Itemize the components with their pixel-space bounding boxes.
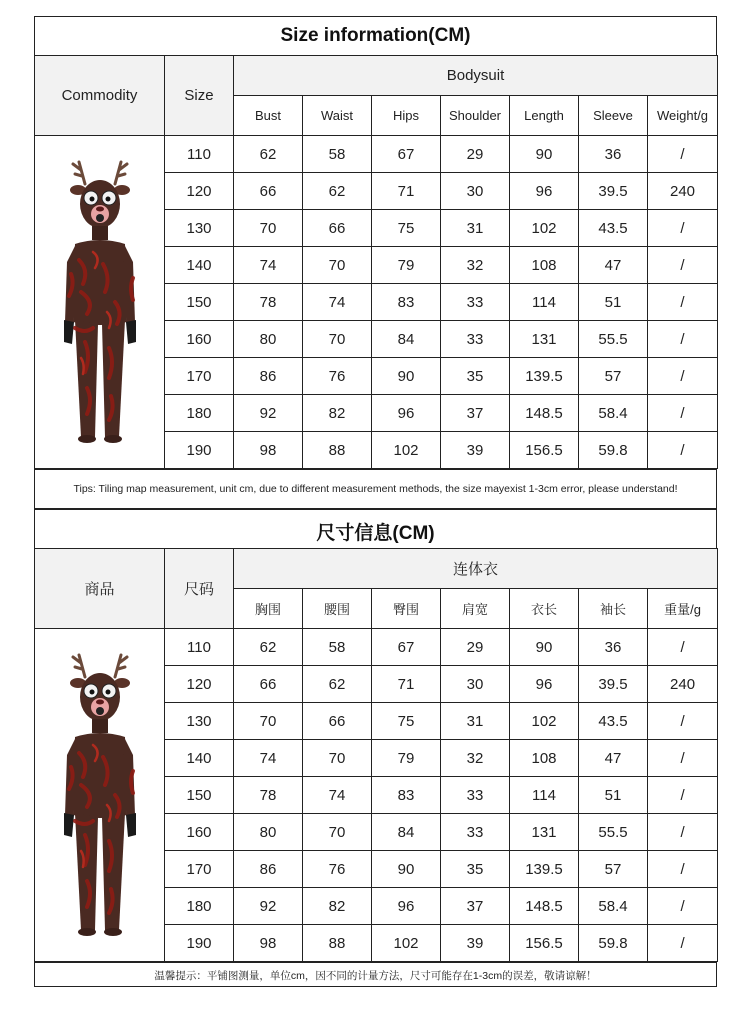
size-cell: 140: [165, 247, 234, 284]
measure-cell: 98: [234, 925, 303, 962]
measure-cell: 139.5: [510, 358, 579, 395]
size-cell: 180: [165, 888, 234, 925]
product-image-cell: [35, 136, 165, 469]
measure-cell: /: [648, 358, 718, 395]
size-cell: 160: [165, 321, 234, 358]
subheader-col: 肩宽: [441, 589, 510, 629]
measure-cell: 59.8: [579, 925, 648, 962]
measure-cell: 29: [441, 629, 510, 666]
size-cell: 190: [165, 432, 234, 469]
measure-cell: 78: [234, 284, 303, 321]
measure-cell: 67: [372, 136, 441, 173]
measure-cell: 96: [372, 888, 441, 925]
header-commodity: 商品: [35, 549, 165, 629]
size-table-en: [34, 55, 717, 469]
measure-cell: 78: [234, 777, 303, 814]
measure-cell: 83: [372, 777, 441, 814]
measure-cell: 75: [372, 703, 441, 740]
size-cell: 130: [165, 210, 234, 247]
measure-cell: 33: [441, 284, 510, 321]
size-cell: 180: [165, 395, 234, 432]
measure-cell: /: [648, 395, 718, 432]
header-size: 尺码: [165, 549, 234, 629]
size-cell: 120: [165, 666, 234, 703]
measure-cell: 139.5: [510, 851, 579, 888]
measure-cell: 74: [303, 777, 372, 814]
measure-cell: 37: [441, 888, 510, 925]
measure-cell: 47: [579, 740, 648, 777]
header-commodity: Commodity: [35, 56, 165, 136]
measure-cell: 70: [234, 210, 303, 247]
measure-cell: 80: [234, 814, 303, 851]
measure-cell: 79: [372, 247, 441, 284]
measure-cell: 35: [441, 358, 510, 395]
subheader-col: Shoulder: [441, 96, 510, 136]
product-image-cell: [35, 629, 165, 962]
subheader-col: 臀围: [372, 589, 441, 629]
measure-cell: 156.5: [510, 925, 579, 962]
measure-cell: 240: [648, 173, 718, 210]
measure-cell: 70: [234, 703, 303, 740]
measure-cell: 92: [234, 395, 303, 432]
measure-cell: 36: [579, 629, 648, 666]
measure-cell: 70: [303, 321, 372, 358]
measure-cell: 36: [579, 136, 648, 173]
measure-cell: 32: [441, 247, 510, 284]
measure-cell: /: [648, 629, 718, 666]
size-cell: 140: [165, 740, 234, 777]
measure-cell: /: [648, 925, 718, 962]
size-cell: 110: [165, 136, 234, 173]
subheader-col: Waist: [303, 96, 372, 136]
measure-cell: 240: [648, 666, 718, 703]
measure-cell: /: [648, 740, 718, 777]
measure-cell: 51: [579, 284, 648, 321]
size-cell: 150: [165, 777, 234, 814]
measure-cell: 55.5: [579, 814, 648, 851]
measure-cell: 70: [303, 740, 372, 777]
measure-cell: /: [648, 814, 718, 851]
measure-cell: 66: [303, 210, 372, 247]
measure-cell: /: [648, 321, 718, 358]
measure-cell: /: [648, 703, 718, 740]
measure-cell: 33: [441, 777, 510, 814]
measure-cell: /: [648, 432, 718, 469]
measure-cell: 47: [579, 247, 648, 284]
size-cell: 170: [165, 851, 234, 888]
size-table-zh: [34, 548, 717, 962]
measure-cell: 57: [579, 358, 648, 395]
measure-cell: 82: [303, 888, 372, 925]
measure-cell: /: [648, 210, 718, 247]
subheader-col: 重量/g: [648, 589, 718, 629]
measure-cell: 88: [303, 432, 372, 469]
measure-cell: 88: [303, 925, 372, 962]
header-group: Bodysuit: [234, 56, 718, 96]
measure-cell: 39.5: [579, 173, 648, 210]
measure-cell: 90: [372, 851, 441, 888]
measure-cell: 82: [303, 395, 372, 432]
measure-cell: /: [648, 777, 718, 814]
measure-cell: 58.4: [579, 888, 648, 925]
measure-cell: 90: [372, 358, 441, 395]
measure-cell: 43.5: [579, 703, 648, 740]
subheader-col: 腰围: [303, 589, 372, 629]
tip-zh: 温馨提示：平铺图测量，单位cm，因不同的计量方法，尺寸可能存在1-3cm的误差，敬请谅解！: [154, 970, 597, 982]
title-en: Size information(CM): [280, 25, 471, 46]
title-zh: 尺寸信息(CM): [316, 523, 435, 544]
measure-cell: 31: [441, 210, 510, 247]
measure-cell: 62: [234, 629, 303, 666]
subheader-col: 衣长: [510, 589, 579, 629]
measure-cell: 131: [510, 321, 579, 358]
measure-cell: 79: [372, 740, 441, 777]
deer-bodysuit-image: [45, 645, 155, 945]
tip-en: Tips: Tiling map measurement, unit cm, due to different measurement methods, the size mayexist 1-3cm error, please understand!: [73, 483, 678, 495]
measure-cell: 70: [303, 247, 372, 284]
measure-cell: 74: [234, 247, 303, 284]
measure-cell: 86: [234, 851, 303, 888]
measure-cell: 58.4: [579, 395, 648, 432]
size-cell: 160: [165, 814, 234, 851]
subheader-col: Weight/g: [648, 96, 718, 136]
measure-cell: 84: [372, 814, 441, 851]
measure-cell: 84: [372, 321, 441, 358]
measure-cell: 62: [303, 666, 372, 703]
measure-cell: 70: [303, 814, 372, 851]
measure-cell: 67: [372, 629, 441, 666]
measure-cell: 62: [303, 173, 372, 210]
header-size: Size: [165, 56, 234, 136]
table-row: [35, 629, 718, 666]
measure-cell: 30: [441, 666, 510, 703]
measure-cell: 59.8: [579, 432, 648, 469]
measure-cell: 92: [234, 888, 303, 925]
measure-cell: /: [648, 247, 718, 284]
measure-cell: 66: [303, 703, 372, 740]
measure-cell: 35: [441, 851, 510, 888]
measure-cell: 66: [234, 666, 303, 703]
deer-bodysuit-image: [45, 152, 155, 452]
measure-cell: 58: [303, 136, 372, 173]
measure-cell: 62: [234, 136, 303, 173]
size-cell: 190: [165, 925, 234, 962]
size-cell: 150: [165, 284, 234, 321]
measure-cell: 32: [441, 740, 510, 777]
measure-cell: 58: [303, 629, 372, 666]
measure-cell: 131: [510, 814, 579, 851]
subheader-col: Bust: [234, 96, 303, 136]
measure-cell: /: [648, 284, 718, 321]
measure-cell: 102: [372, 432, 441, 469]
measure-cell: 90: [510, 629, 579, 666]
subheader-col: 胸围: [234, 589, 303, 629]
subheader-col: Sleeve: [579, 96, 648, 136]
measure-cell: 55.5: [579, 321, 648, 358]
header-group: 连体衣: [234, 549, 718, 589]
measure-cell: 108: [510, 247, 579, 284]
size-cell: 170: [165, 358, 234, 395]
subheader-col: 袖长: [579, 589, 648, 629]
measure-cell: 39.5: [579, 666, 648, 703]
measure-cell: 96: [372, 395, 441, 432]
measure-cell: 37: [441, 395, 510, 432]
measure-cell: /: [648, 888, 718, 925]
measure-cell: 83: [372, 284, 441, 321]
measure-cell: 148.5: [510, 888, 579, 925]
measure-cell: 76: [303, 851, 372, 888]
measure-cell: 51: [579, 777, 648, 814]
measure-cell: 31: [441, 703, 510, 740]
measure-cell: 80: [234, 321, 303, 358]
measure-cell: 102: [372, 925, 441, 962]
measure-cell: 29: [441, 136, 510, 173]
measure-cell: 30: [441, 173, 510, 210]
measure-cell: 102: [510, 703, 579, 740]
measure-cell: 148.5: [510, 395, 579, 432]
table-row: [35, 136, 718, 173]
measure-cell: 102: [510, 210, 579, 247]
measure-cell: 39: [441, 925, 510, 962]
measure-cell: 57: [579, 851, 648, 888]
subheader-col: Hips: [372, 96, 441, 136]
measure-cell: 114: [510, 284, 579, 321]
size-cell: 120: [165, 173, 234, 210]
measure-cell: /: [648, 136, 718, 173]
measure-cell: 108: [510, 740, 579, 777]
measure-cell: 76: [303, 358, 372, 395]
measure-cell: 66: [234, 173, 303, 210]
size-cell: 110: [165, 629, 234, 666]
measure-cell: 156.5: [510, 432, 579, 469]
measure-cell: /: [648, 851, 718, 888]
measure-cell: 33: [441, 321, 510, 358]
measure-cell: 90: [510, 136, 579, 173]
subheader-col: Length: [510, 96, 579, 136]
measure-cell: 96: [510, 666, 579, 703]
measure-cell: 71: [372, 173, 441, 210]
measure-cell: 75: [372, 210, 441, 247]
measure-cell: 96: [510, 173, 579, 210]
measure-cell: 33: [441, 814, 510, 851]
measure-cell: 71: [372, 666, 441, 703]
measure-cell: 74: [303, 284, 372, 321]
measure-cell: 98: [234, 432, 303, 469]
size-cell: 130: [165, 703, 234, 740]
measure-cell: 86: [234, 358, 303, 395]
measure-cell: 43.5: [579, 210, 648, 247]
measure-cell: 74: [234, 740, 303, 777]
measure-cell: 114: [510, 777, 579, 814]
measure-cell: 39: [441, 432, 510, 469]
